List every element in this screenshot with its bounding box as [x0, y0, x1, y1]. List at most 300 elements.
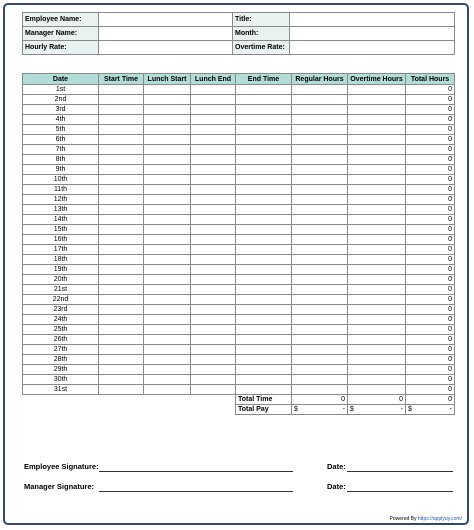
day-label: 25th [23, 325, 99, 335]
start-time-cell[interactable] [99, 355, 144, 365]
lunch-end-cell[interactable] [191, 265, 236, 275]
end-time-cell[interactable] [236, 235, 292, 245]
overtime-hours-cell[interactable] [348, 245, 406, 255]
lunch-start-cell[interactable] [144, 365, 191, 375]
lunch-end-cell[interactable] [191, 385, 236, 395]
overtime-hours-cell[interactable] [348, 125, 406, 135]
total-hours-cell: 0 [406, 185, 455, 195]
lunch-end-cell[interactable] [191, 255, 236, 265]
powered-by-link[interactable]: https://applyuy.com/ [417, 516, 462, 522]
end-time-cell[interactable] [236, 95, 292, 105]
table-row [23, 245, 455, 255]
overtime-hours-cell[interactable] [348, 325, 406, 335]
table-row [23, 205, 455, 215]
table-row [23, 85, 455, 95]
manager-date-label: Date: [327, 482, 346, 491]
overtime-hours-cell[interactable] [348, 85, 406, 95]
total-hours-cell: 0 [406, 195, 455, 205]
regular-hours-cell[interactable] [292, 115, 348, 125]
end-time-cell[interactable] [236, 385, 292, 395]
lunch-end-cell[interactable] [191, 365, 236, 375]
lunch-start-cell[interactable] [144, 265, 191, 275]
start-time-cell[interactable] [99, 115, 144, 125]
day-label: 18th [23, 255, 99, 265]
overtime-hours-cell[interactable] [348, 165, 406, 175]
table-row [23, 375, 455, 385]
regular-hours-cell[interactable] [292, 345, 348, 355]
manager-signature-label: Manager Signature: [24, 482, 95, 491]
lunch-start-cell[interactable] [144, 325, 191, 335]
total-hours-cell: 0 [406, 385, 455, 395]
end-time-cell[interactable] [236, 195, 292, 205]
total-hours-cell: 0 [406, 365, 455, 375]
lunch-end-cell[interactable] [191, 375, 236, 385]
regular-hours-cell[interactable] [292, 265, 348, 275]
table-row [23, 345, 455, 355]
end-time-cell[interactable] [236, 325, 292, 335]
start-time-cell[interactable] [99, 85, 144, 95]
table-row [23, 365, 455, 375]
end-time-cell[interactable] [236, 85, 292, 95]
end-time-cell[interactable] [236, 175, 292, 185]
regular-pay [292, 405, 348, 415]
manager-signature-line[interactable] [99, 491, 293, 492]
employee-name-field[interactable] [99, 13, 233, 27]
regular-hours-cell[interactable] [292, 175, 348, 185]
day-label: 9th [23, 165, 99, 175]
start-time-cell[interactable] [99, 185, 144, 195]
lunch-end-cell[interactable] [191, 85, 236, 95]
end-time-cell[interactable] [236, 125, 292, 135]
hourly-rate-field[interactable] [99, 41, 233, 55]
regular-hours-cell[interactable] [292, 285, 348, 295]
table-row [23, 115, 455, 125]
lunch-start-cell[interactable] [144, 215, 191, 225]
day-label: 30th [23, 375, 99, 385]
lunch-start-cell[interactable] [144, 275, 191, 285]
regular-hours-cell[interactable] [292, 125, 348, 135]
start-time-cell[interactable] [99, 265, 144, 275]
start-time-cell[interactable] [99, 235, 144, 245]
table-row [23, 235, 455, 245]
title-field[interactable] [290, 13, 455, 27]
end-time-cell[interactable] [236, 105, 292, 115]
lunch-end-cell[interactable] [191, 345, 236, 355]
day-label: 15th [23, 225, 99, 235]
start-time-cell[interactable] [99, 125, 144, 135]
start-time-cell[interactable] [99, 145, 144, 155]
day-label: 6th [23, 135, 99, 145]
end-time-cell[interactable] [236, 315, 292, 325]
total-pay-label: Total Pay [236, 405, 292, 415]
lunch-end-cell[interactable] [191, 205, 236, 215]
total-hours-cell: 0 [406, 325, 455, 335]
total-hours-cell: 0 [406, 305, 455, 315]
employee-signature-line[interactable] [99, 471, 293, 472]
lunch-end-cell[interactable] [191, 275, 236, 285]
lunch-start-cell[interactable] [144, 135, 191, 145]
lunch-start-cell[interactable] [144, 255, 191, 265]
lunch-start-cell[interactable] [144, 295, 191, 305]
overtime-pay [348, 405, 406, 415]
overtime-hours-cell[interactable] [348, 155, 406, 165]
total-hours-cell: 0 [406, 265, 455, 275]
overtime-hours-cell[interactable] [348, 315, 406, 325]
total-hours-cell: 0 [406, 105, 455, 115]
day-label: 20th [23, 275, 99, 285]
regular-hours-cell[interactable] [292, 325, 348, 335]
overtime-hours-cell[interactable] [348, 185, 406, 195]
total-hours-cell: 0 [406, 375, 455, 385]
start-time-cell[interactable] [99, 105, 144, 115]
lunch-start-cell[interactable] [144, 85, 191, 95]
manager-date-line[interactable] [347, 491, 453, 492]
overtime-hours-cell[interactable] [348, 225, 406, 235]
overtime-hours-cell[interactable] [348, 305, 406, 315]
end-time-cell[interactable] [236, 305, 292, 315]
regular-hours-cell[interactable] [292, 305, 348, 315]
lunch-end-cell[interactable] [191, 95, 236, 105]
table-row [23, 225, 455, 235]
total-hours-cell: 0 [406, 125, 455, 135]
lunch-start-cell[interactable] [144, 225, 191, 235]
day-label: 27th [23, 345, 99, 355]
manager-name-field[interactable] [99, 27, 233, 41]
start-time-cell[interactable] [99, 195, 144, 205]
total-hours-cell: 0 [406, 245, 455, 255]
total-hours-cell: 0 [406, 315, 455, 325]
end-time-cell[interactable] [236, 265, 292, 275]
column-header: Date [23, 74, 99, 85]
lunch-end-cell[interactable] [191, 355, 236, 365]
overtime-hours-cell[interactable] [348, 215, 406, 225]
total-hours: 0 [406, 395, 455, 405]
pay-dash: - [342, 406, 345, 413]
month-field[interactable] [290, 27, 455, 41]
total-time-label: Total Time [236, 395, 292, 405]
day-label: 31st [23, 385, 99, 395]
table-row [23, 125, 455, 135]
end-time-cell[interactable] [236, 285, 292, 295]
overtime-hours-cell[interactable] [348, 105, 406, 115]
end-time-cell[interactable] [236, 145, 292, 155]
start-time-cell[interactable] [99, 245, 144, 255]
column-header: Regular Hours [292, 74, 348, 85]
table-row [23, 385, 455, 395]
total-hours-cell: 0 [406, 205, 455, 215]
lunch-start-cell[interactable] [144, 185, 191, 195]
lunch-end-cell[interactable] [191, 155, 236, 165]
lunch-end-cell[interactable] [191, 115, 236, 125]
end-time-cell[interactable] [236, 295, 292, 305]
total-hours-cell: 0 [406, 155, 455, 165]
lunch-start-cell[interactable] [144, 165, 191, 175]
regular-hours-cell[interactable] [292, 375, 348, 385]
overtime-hours-cell[interactable] [348, 285, 406, 295]
table-row [23, 165, 455, 175]
regular-hours-cell[interactable] [292, 245, 348, 255]
total-hours-cell: 0 [406, 165, 455, 175]
regular-hours-cell[interactable] [292, 385, 348, 395]
regular-hours-cell[interactable] [292, 135, 348, 145]
day-label: 12th [23, 195, 99, 205]
employee-date-label: Date: [327, 462, 346, 471]
lunch-end-cell[interactable] [191, 125, 236, 135]
regular-hours-cell[interactable] [292, 185, 348, 195]
lunch-end-cell[interactable] [191, 285, 236, 295]
employee-date-line[interactable] [347, 471, 453, 472]
column-header: End Time [236, 74, 292, 85]
start-time-cell[interactable] [99, 365, 144, 375]
lunch-end-cell[interactable] [191, 165, 236, 175]
table-row [23, 305, 455, 315]
employee-info-table [22, 12, 455, 55]
total-time-row [23, 395, 455, 405]
end-time-cell[interactable] [236, 275, 292, 285]
regular-hours-cell[interactable] [292, 145, 348, 155]
currency-symbol: $ [294, 406, 298, 413]
lunch-end-cell[interactable] [191, 215, 236, 225]
end-time-cell[interactable] [236, 335, 292, 345]
start-time-cell[interactable] [99, 215, 144, 225]
lunch-start-cell[interactable] [144, 115, 191, 125]
overtime-hours-cell[interactable] [348, 205, 406, 215]
overtime-hours-cell[interactable] [348, 355, 406, 365]
lunch-start-cell[interactable] [144, 345, 191, 355]
overtime-hours-cell[interactable] [348, 175, 406, 185]
table-row [23, 215, 455, 225]
start-time-cell[interactable] [99, 305, 144, 315]
total-pay [406, 405, 455, 415]
start-time-cell[interactable] [99, 295, 144, 305]
start-time-cell[interactable] [99, 375, 144, 385]
overtime-hours-cell[interactable] [348, 135, 406, 145]
end-time-cell[interactable] [236, 255, 292, 265]
overtime-hours-cell[interactable] [348, 195, 406, 205]
regular-hours-cell[interactable] [292, 365, 348, 375]
start-time-cell[interactable] [99, 345, 144, 355]
day-label: 11th [23, 185, 99, 195]
total-hours-cell: 0 [406, 135, 455, 145]
lunch-start-cell[interactable] [144, 125, 191, 135]
start-time-cell[interactable] [99, 165, 144, 175]
lunch-end-cell[interactable] [191, 145, 236, 155]
table-row [23, 285, 455, 295]
lunch-start-cell[interactable] [144, 335, 191, 345]
column-header: Overtime Hours [348, 74, 406, 85]
end-time-cell[interactable] [236, 355, 292, 365]
lunch-start-cell[interactable] [144, 315, 191, 325]
day-label: 22nd [23, 295, 99, 305]
table-row [23, 295, 455, 305]
start-time-cell[interactable] [99, 155, 144, 165]
total-overtime-hours: 0 [348, 395, 406, 405]
title-label: Title: [233, 13, 290, 27]
column-header-row [23, 74, 455, 85]
table-row [23, 195, 455, 205]
end-time-cell[interactable] [236, 155, 292, 165]
lunch-end-cell[interactable] [191, 335, 236, 345]
lunch-start-cell[interactable] [144, 305, 191, 315]
lunch-start-cell[interactable] [144, 145, 191, 155]
regular-hours-cell[interactable] [292, 255, 348, 265]
pay-dash: - [400, 406, 403, 413]
regular-hours-cell[interactable] [292, 195, 348, 205]
lunch-end-cell[interactable] [191, 315, 236, 325]
lunch-end-cell[interactable] [191, 325, 236, 335]
overtime-hours-cell[interactable] [348, 365, 406, 375]
start-time-cell[interactable] [99, 385, 144, 395]
total-hours-cell: 0 [406, 175, 455, 185]
regular-hours-cell[interactable] [292, 295, 348, 305]
total-hours-cell: 0 [406, 285, 455, 295]
end-time-cell[interactable] [236, 115, 292, 125]
end-time-cell[interactable] [236, 375, 292, 385]
day-label: 26th [23, 335, 99, 345]
lunch-start-cell[interactable] [144, 235, 191, 245]
regular-hours-cell[interactable] [292, 335, 348, 345]
column-header: Lunch End [191, 74, 236, 85]
overtime-hours-cell[interactable] [348, 295, 406, 305]
regular-hours-cell[interactable] [292, 225, 348, 235]
timesheet-table [22, 73, 455, 415]
lunch-end-cell[interactable] [191, 195, 236, 205]
start-time-cell[interactable] [99, 335, 144, 345]
lunch-start-cell[interactable] [144, 205, 191, 215]
overtime-hours-cell[interactable] [348, 255, 406, 265]
lunch-end-cell[interactable] [191, 245, 236, 255]
lunch-start-cell[interactable] [144, 155, 191, 165]
overtime-hours-cell[interactable] [348, 95, 406, 105]
day-label: 4th [23, 115, 99, 125]
lunch-end-cell[interactable] [191, 295, 236, 305]
end-time-cell[interactable] [236, 215, 292, 225]
powered-by-footer [390, 516, 462, 522]
day-label: 3rd [23, 105, 99, 115]
lunch-start-cell[interactable] [144, 385, 191, 395]
regular-hours-cell[interactable] [292, 95, 348, 105]
employee-name-label: Employee Name: [23, 13, 99, 27]
regular-hours-cell[interactable] [292, 355, 348, 365]
overtime-hours-cell[interactable] [348, 335, 406, 345]
day-label: 2nd [23, 95, 99, 105]
overtime-rate-field[interactable] [290, 41, 455, 55]
table-row [23, 135, 455, 145]
day-label: 7th [23, 145, 99, 155]
end-time-cell[interactable] [236, 185, 292, 195]
day-label: 8th [23, 155, 99, 165]
table-row [23, 175, 455, 185]
lunch-start-cell[interactable] [144, 95, 191, 105]
start-time-cell[interactable] [99, 135, 144, 145]
table-row [23, 335, 455, 345]
lunch-start-cell[interactable] [144, 105, 191, 115]
end-time-cell[interactable] [236, 205, 292, 215]
overtime-hours-cell[interactable] [348, 385, 406, 395]
regular-hours-cell[interactable] [292, 85, 348, 95]
start-time-cell[interactable] [99, 315, 144, 325]
end-time-cell[interactable] [236, 365, 292, 375]
day-label: 28th [23, 355, 99, 365]
lunch-start-cell[interactable] [144, 375, 191, 385]
table-row [23, 155, 455, 165]
lunch-start-cell[interactable] [144, 355, 191, 365]
lunch-start-cell[interactable] [144, 245, 191, 255]
lunch-end-cell[interactable] [191, 175, 236, 185]
total-hours-cell: 0 [406, 235, 455, 245]
total-hours-cell: 0 [406, 345, 455, 355]
overtime-hours-cell[interactable] [348, 265, 406, 275]
regular-hours-cell[interactable] [292, 315, 348, 325]
start-time-cell[interactable] [99, 175, 144, 185]
overtime-hours-cell[interactable] [348, 115, 406, 125]
table-row [23, 265, 455, 275]
total-hours-cell: 0 [406, 95, 455, 105]
day-label: 16th [23, 235, 99, 245]
lunch-end-cell[interactable] [191, 225, 236, 235]
start-time-cell[interactable] [99, 205, 144, 215]
end-time-cell[interactable] [236, 245, 292, 255]
day-label: 13th [23, 205, 99, 215]
table-row [23, 145, 455, 155]
day-label: 10th [23, 175, 99, 185]
day-label: 17th [23, 245, 99, 255]
day-label: 14th [23, 215, 99, 225]
employee-signature-label: Employee Signature: [24, 462, 99, 471]
regular-hours-cell[interactable] [292, 215, 348, 225]
start-time-cell[interactable] [99, 275, 144, 285]
lunch-start-cell[interactable] [144, 175, 191, 185]
lunch-start-cell[interactable] [144, 285, 191, 295]
start-time-cell[interactable] [99, 225, 144, 235]
regular-hours-cell[interactable] [292, 235, 348, 245]
overtime-hours-cell[interactable] [348, 375, 406, 385]
end-time-cell[interactable] [236, 165, 292, 175]
regular-hours-cell[interactable] [292, 155, 348, 165]
lunch-end-cell[interactable] [191, 105, 236, 115]
end-time-cell[interactable] [236, 135, 292, 145]
overtime-hours-cell[interactable] [348, 345, 406, 355]
table-row [23, 185, 455, 195]
lunch-end-cell[interactable] [191, 185, 236, 195]
regular-hours-cell[interactable] [292, 165, 348, 175]
start-time-cell[interactable] [99, 255, 144, 265]
overtime-hours-cell[interactable] [348, 275, 406, 285]
overtime-hours-cell[interactable] [348, 145, 406, 155]
lunch-end-cell[interactable] [191, 235, 236, 245]
overtime-hours-cell[interactable] [348, 235, 406, 245]
total-regular-hours: 0 [292, 395, 348, 405]
start-time-cell[interactable] [99, 95, 144, 105]
start-time-cell[interactable] [99, 285, 144, 295]
regular-hours-cell[interactable] [292, 205, 348, 215]
month-label: Month: [233, 27, 290, 41]
end-time-cell[interactable] [236, 345, 292, 355]
start-time-cell[interactable] [99, 325, 144, 335]
lunch-end-cell[interactable] [191, 305, 236, 315]
lunch-end-cell[interactable] [191, 135, 236, 145]
regular-hours-cell[interactable] [292, 275, 348, 285]
table-row [23, 325, 455, 335]
total-hours-cell: 0 [406, 335, 455, 345]
regular-hours-cell[interactable] [292, 105, 348, 115]
total-hours-cell: 0 [406, 215, 455, 225]
table-row [23, 105, 455, 115]
day-label: 5th [23, 125, 99, 135]
end-time-cell[interactable] [236, 225, 292, 235]
lunch-start-cell[interactable] [144, 195, 191, 205]
day-label: 23rd [23, 305, 99, 315]
